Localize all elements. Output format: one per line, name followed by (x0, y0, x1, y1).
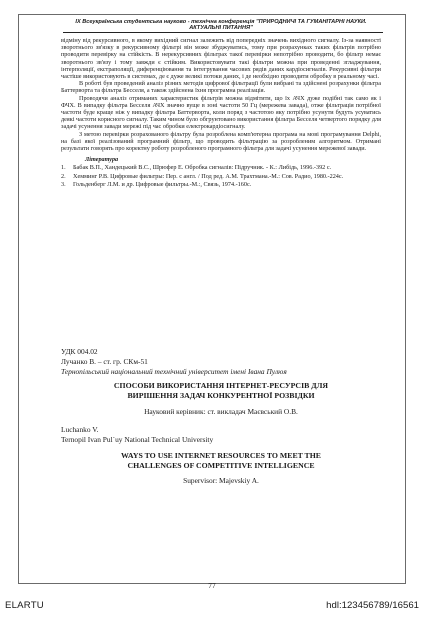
reference-item (61, 173, 381, 180)
body-text (61, 37, 381, 188)
paragraph-4: З метою перевірки розрахованого фільтру була розроблена комп'ютерна програма на мові програмування Delphi, на базі якої реалізований програмний фільтр, що проводить фільтрацію за розробленим алгоритмом. Отримані результати говорять про коректну роботу розробленого програмного фільтра для задачі усунення мережевої завади. (61, 130, 381, 153)
reference-number: 3. (61, 180, 66, 188)
document-page (18, 14, 406, 590)
paragraph-3: Проводячи аналіз отриманих характеристик фільтрів можна відмітити, що їх АЧХ дуже подібні так само як і ФЧХ. В випадку фільтра Бесселя АЧХ значно вуще в зоні частоти 50 Гц (мережева завада), отже фільтрація потрібної частоти буде краще ніж у випадку фільтра Баттерворта, коли поряд з частотою яку потрібно усунути будуть усуватись деякі частоти корисного сигналу. Таким чином було обгрунтовано використання фільтра Бесселя четвертого порядку для задачі усунення завади мережі під час обробки електрокардіосигналу. (61, 94, 381, 131)
reference-item (61, 181, 381, 188)
title-en-line-2: CHALLENGES OF COMPETITIVE INTELLIGENCE (127, 460, 315, 470)
reference-number: 1. (61, 164, 66, 172)
reference-number: 2. (61, 172, 66, 180)
page-number: 77 (208, 581, 216, 590)
udc-code: УДК 004.02 (61, 347, 98, 356)
repository-name: ELARTU (5, 600, 44, 611)
reference-item (61, 164, 381, 171)
title-ua-line-2: ВИРІШЕННЯ ЗАДАЧ КОНКУРЕНТНОЇ РОЗВІДКИ (127, 390, 315, 400)
paragraph-1: відміну від рекурсивного, в якому вихідний сигнал залежить від попередніх значень вихідного сигналу. Із-за наявності зворотнього зв'язку в рекурсивному фільтрі він може збуджуватись, тому при розрахунках таких фільтрів потрібно проводити перевірку на стійкість. В нерекурсивних фільтрах такої перевірки непотрібно проводити, бо фільтр немає зворотнього зв'язу і тому завжди є стійким. Використовувати такі фільтри можна при проведенні згладжування, інтерполяції, екстраполяції, диференціювання та інтегрування часових рядів даних кардіосигналів. Рекурсивні фільтри частіше використовують в системах, де є дуже великі потоки даних, і де необхідно проводити обробку в реальному часі. (61, 37, 381, 81)
article-title-ua (61, 381, 381, 400)
article-title-en (61, 451, 381, 470)
institution-ua: Тернопільський національний технічний університет імені Івана Пулюя (61, 367, 287, 376)
references-heading: Література (85, 156, 119, 164)
author-en: Luchanko V. (61, 425, 99, 434)
reference-text: Гольденберг Л.М. и др. Цифровые фильтры.-М.:, Связь, 1974.-160с. (73, 180, 252, 188)
viewer-footer (0, 600, 424, 620)
header-line-2: АКТУАЛЬНІ ПИТАННЯ" (189, 25, 253, 31)
title-ua-line-1: СПОСОБИ ВИКОРИСТАННЯ ІНТЕРНЕТ-РЕСУРСІВ ДЛЯ (113, 381, 329, 390)
paragraph-2: В роботі був проведений аналіз різних методів цифрової фільтрації були вибрані та здійснені розрахунки фільтра Баттерворта та фільтра Бесселя, а також здійснена їхня програмна реалізація. (61, 80, 381, 95)
title-en-line-1: WAYS TO USE INTERNET RESOURCES TO MEET THE (121, 451, 321, 460)
institution-en: Ternopil Ivan Pul`uy National Technical University (61, 435, 214, 444)
handle-id: hdl:123456789/16561 (326, 600, 419, 611)
supervisor-en: Supervisor: Majevskiy A. (183, 476, 259, 485)
reference-text: Хемминг Р.В. Цифровые фильтры: Пер. с англ. / Под ред. А.М. Трахтмана.-М.: Сов. Радио, 1980.-224с. (73, 172, 344, 180)
header-line-1: IX Всеукраїнська студентська науково - технічна конференція "ПРИРОДНИЧІ ТА ГУМАНІТАРНІ НАУКИ. (75, 19, 367, 25)
reference-text: Бабак В.П., Хандецький В.С., Шрюфер Е. Обробка сигналів: Підручник. - К.: Либідь, 1996.-392 с. (73, 164, 332, 172)
supervisor-ua: Науковий керівник: ст. викладач Маєвський О.В. (144, 407, 298, 416)
author-line: Лучанко В. – ст. гр. СКм-51 (61, 357, 148, 366)
header-divider (63, 32, 383, 33)
